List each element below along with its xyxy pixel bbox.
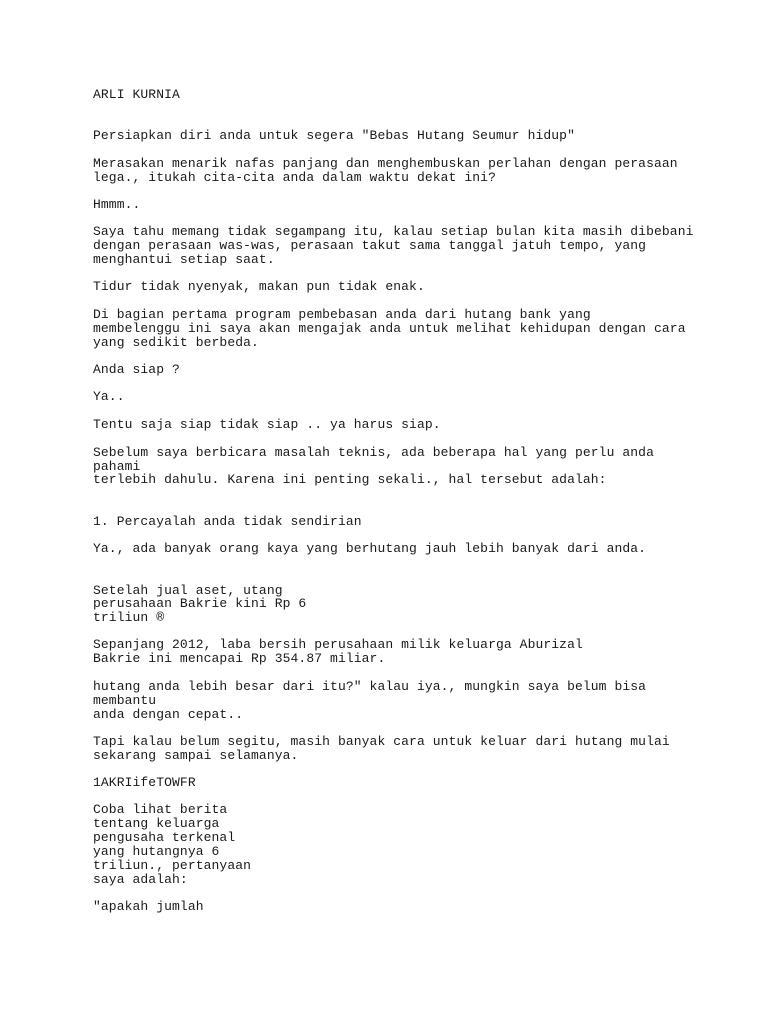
- text-line: Persiapkan diri anda untuk segera "Bebas Hutang Seumur hidup": [93, 128, 575, 143]
- text-line: Di bagian pertama program pembebasan anda dari hutang bank yang: [93, 307, 591, 322]
- text-line: membantu: [93, 693, 157, 708]
- text-line: Sebelum saya berbicara masalah teknis, ada beberapa hal yang perlu anda: [93, 445, 654, 460]
- text-line: hutang anda lebih besar dari itu?″ kalau iya., mungkin saya belum bisa: [93, 679, 647, 694]
- text-line: Hmmm..: [93, 197, 141, 212]
- text-line: Tapi kalau belum segitu, masih banyak cara untuk keluar dari hutang mulai: [93, 734, 670, 749]
- text-line: tentang keluarga: [93, 816, 220, 831]
- text-line: saya adalah:: [93, 872, 188, 887]
- text-line: 1AKRIifeTOWFR: [93, 775, 196, 790]
- text-line: menghantui setiap saat.: [93, 252, 275, 267]
- text-line: membelenggu ini saya akan mengajak anda untuk melihat kehidupan dengan cara: [93, 321, 686, 336]
- text-line: Anda siap ?: [93, 362, 180, 377]
- text-line: triliun., pertanyaan: [93, 858, 252, 873]
- text-line: yang sedikit berbeda.: [93, 335, 259, 350]
- text-line: terlebih dahulu. Karena ini penting sekali., hal tersebut adalah:: [93, 472, 607, 487]
- text-line: Bakrie ini mencapai Rp 354.87 miliar.: [93, 651, 386, 666]
- text-line: pengusaha terkenal: [93, 830, 236, 845]
- text-line: triliun ®: [93, 610, 165, 625]
- text-line: Merasakan menarik nafas panjang dan menghembuskan perlahan dengan perasaan: [93, 156, 678, 171]
- text-line: sekarang sampai selamanya.: [93, 748, 299, 763]
- text-line: "apakah jumlah: [93, 899, 204, 914]
- text-line: Ya., ada banyak orang kaya yang berhutang jauh lebih banyak dari anda.: [93, 541, 647, 556]
- text-line: 1. Percayalah anda tidak sendirian: [93, 514, 362, 529]
- text-line: Coba lihat berita: [93, 802, 228, 817]
- author-name: ARLI KURNIA: [93, 87, 180, 102]
- text-line: anda dengan cepat..: [93, 707, 244, 722]
- text-line: Setelah jual aset, utang: [93, 583, 283, 598]
- text-line: dengan perasaan was-was, perasaan takut sama tanggal jatuh tempo, yang: [93, 238, 647, 253]
- text-line: pahami: [93, 459, 141, 474]
- text-line: perusahaan Bakrie kini Rp 6: [93, 596, 307, 611]
- text-line: yang hutangnya 6: [93, 844, 220, 859]
- text-line: Ya..: [93, 389, 125, 404]
- text-line: Saya tahu memang tidak segampang itu, kalau setiap bulan kita masih dibebani: [93, 224, 694, 239]
- text-line: lega., itukah cita-cita anda dalam waktu dekat ini?: [93, 170, 496, 185]
- text-line: Tidur tidak nyenyak, makan pun tidak enak.: [93, 279, 425, 294]
- text-line: Sepanjang 2012, laba bersih perusahaan milik keluarga Aburizal: [93, 637, 583, 652]
- text-line: Tentu saja siap tidak siap .. ya harus siap.: [93, 417, 441, 432]
